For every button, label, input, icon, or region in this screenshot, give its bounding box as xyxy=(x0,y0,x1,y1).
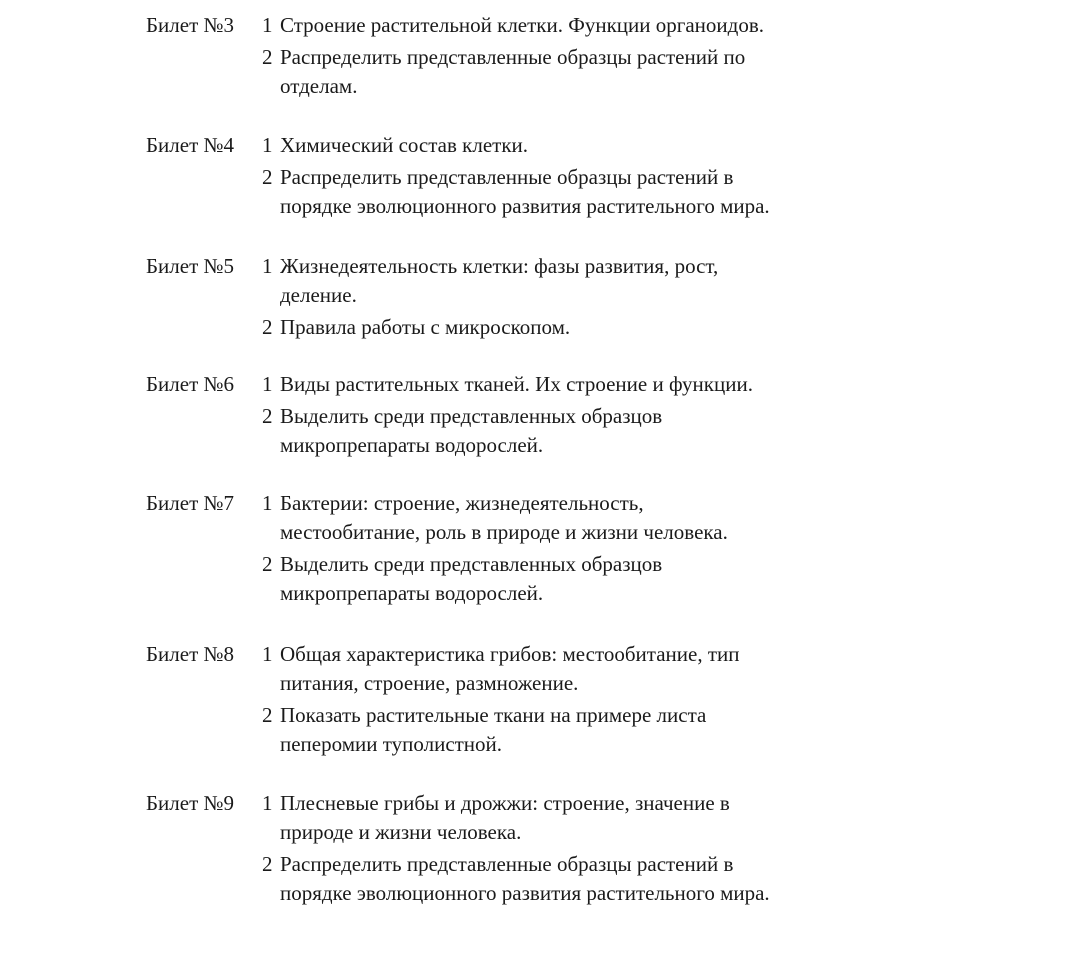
question-line: Виды растительных тканей. Их строение и функции. xyxy=(280,372,753,396)
question-line: деление. xyxy=(280,283,357,307)
question xyxy=(262,550,1046,608)
question-line: природе и жизни человека. xyxy=(280,820,522,844)
question-line: Распределить представленные образцы растений в xyxy=(280,165,734,189)
question-number: 1 xyxy=(262,254,273,278)
question xyxy=(262,370,1046,399)
question-line: Распределить представленные образцы растений по xyxy=(280,45,746,69)
question xyxy=(262,252,1046,310)
question-line: Строение растительной клетки. Функции органоидов. xyxy=(280,13,765,37)
question-number: 2 xyxy=(262,552,273,576)
question xyxy=(262,640,1046,698)
ticket-block xyxy=(146,11,1046,101)
question-line: Бактерии: строение, жизнедеятельность, xyxy=(280,491,644,515)
ticket-block xyxy=(146,131,1046,221)
question-number: 1 xyxy=(262,133,273,157)
question-number: 2 xyxy=(262,45,273,69)
ticket-block xyxy=(146,789,1046,908)
ticket-block xyxy=(146,370,1046,460)
question-line: Плесневые грибы и дрожжи: строение, значение в xyxy=(280,791,730,815)
question xyxy=(262,131,1046,160)
question-line: местообитание, роль в природе и жизни человека. xyxy=(280,520,728,544)
question-line: Выделить среди представленных образцов xyxy=(280,404,663,428)
question-line: Показать растительные ткани на примере листа xyxy=(280,703,707,727)
ticket-label: Билет №6 xyxy=(146,372,235,396)
question-line: питания, строение, размножение. xyxy=(280,671,579,695)
question-line: Общая характеристика грибов: местообитание, тип xyxy=(280,642,740,666)
question-line: Химический состав клетки. xyxy=(280,133,529,157)
question-line: Правила работы с микроскопом. xyxy=(280,315,571,339)
question-number: 1 xyxy=(262,642,273,666)
question xyxy=(262,789,1046,847)
ticket-block xyxy=(146,640,1046,759)
question xyxy=(262,11,1046,40)
question xyxy=(262,163,1046,221)
question-number: 1 xyxy=(262,791,273,815)
question-line: Выделить среди представленных образцов xyxy=(280,552,663,576)
question xyxy=(262,701,1046,759)
ticket-label: Билет №8 xyxy=(146,642,235,666)
question-number: 1 xyxy=(262,13,273,37)
question-line: микропрепараты водорослей. xyxy=(280,433,544,457)
question-line: порядке эволюционного развития растительного мира. xyxy=(280,881,770,905)
question-number: 2 xyxy=(262,852,273,876)
ticket-block xyxy=(146,252,1046,342)
question-number: 2 xyxy=(262,404,273,428)
ticket-label: Билет №7 xyxy=(146,491,235,515)
question-line: Распределить представленные образцы растений в xyxy=(280,852,734,876)
ticket-label: Билет №9 xyxy=(146,791,235,815)
question-line: отделам. xyxy=(280,74,358,98)
question-number: 2 xyxy=(262,315,273,339)
question xyxy=(262,489,1046,547)
question xyxy=(262,313,1046,342)
ticket-label: Билет №4 xyxy=(146,133,235,157)
question-number: 2 xyxy=(262,703,273,727)
question-number: 2 xyxy=(262,165,273,189)
question-line: пеперомии туполистной. xyxy=(280,732,503,756)
question-number: 1 xyxy=(262,372,273,396)
question-line: Жизнедеятельность клетки: фазы развития, рост, xyxy=(280,254,719,278)
ticket-label: Билет №5 xyxy=(146,254,235,278)
question xyxy=(262,43,1046,101)
question-line: микропрепараты водорослей. xyxy=(280,581,544,605)
question xyxy=(262,402,1046,460)
question-line: порядке эволюционного развития растительного мира. xyxy=(280,194,770,218)
question-number: 1 xyxy=(262,491,273,515)
ticket-label: Билет №3 xyxy=(146,13,235,37)
ticket-block xyxy=(146,489,1046,608)
question xyxy=(262,850,1046,908)
